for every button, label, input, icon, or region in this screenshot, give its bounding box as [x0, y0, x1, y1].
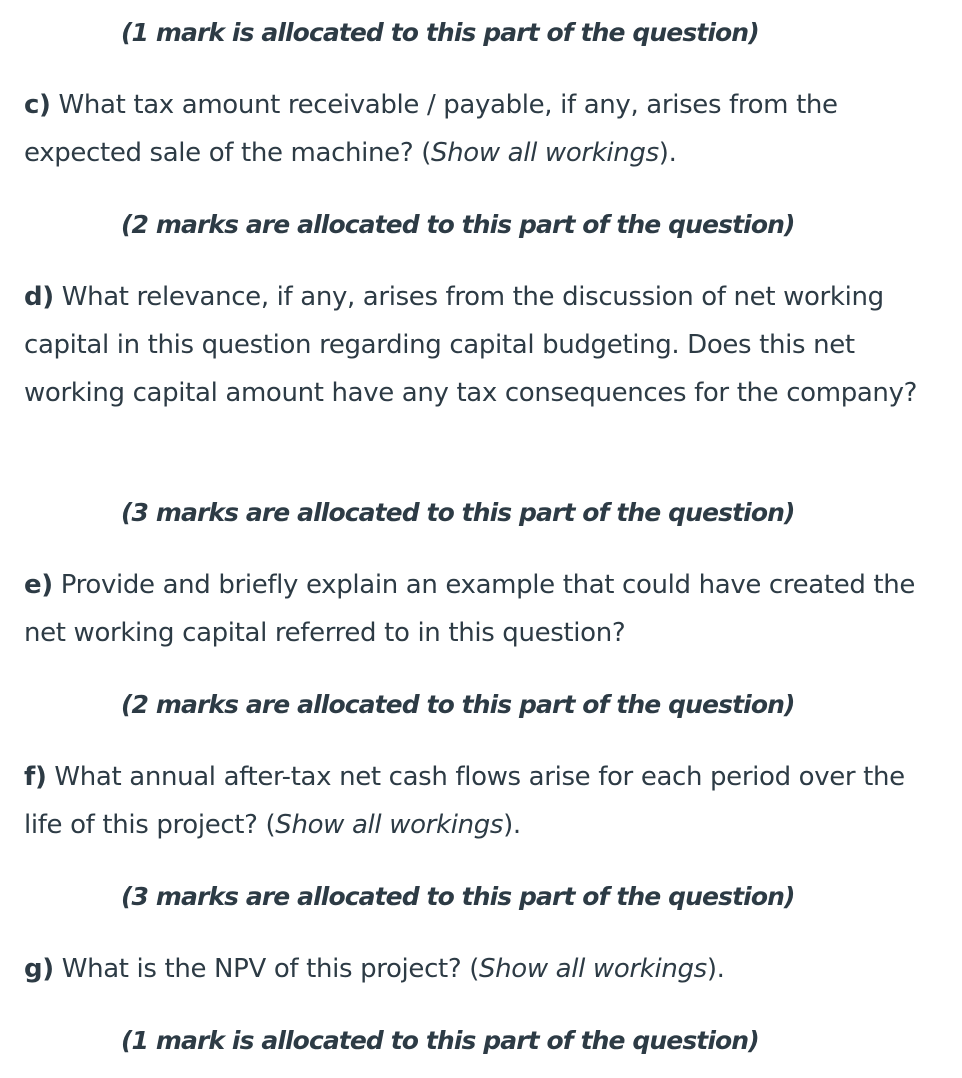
question-c-letter: c): [24, 90, 51, 120]
question-g-end: ).: [706, 954, 725, 984]
question-f-end: ).: [503, 810, 521, 840]
question-f-letter: f): [24, 762, 47, 792]
marks-allocation-f: (3 marks are allocated to this part of the question): [121, 882, 795, 911]
marks-allocation-c: (2 marks are allocated to this part of the question): [121, 210, 795, 239]
question-e: [24, 561, 944, 657]
question-g: [24, 945, 944, 993]
question-d-letter: d): [24, 282, 54, 312]
marks-allocation-e: (2 marks are allocated to this part of the question): [121, 690, 795, 719]
question-c-text: What tax amount receivable / payable, if any, arises from the expected sale of the machine? (: [24, 90, 838, 168]
question-f-note: Show all workings: [275, 810, 504, 840]
question-d: [24, 273, 944, 417]
question-c-end: ).: [658, 138, 677, 168]
marks-allocation-d: (3 marks are allocated to this part of the question): [121, 498, 795, 527]
question-e-text: Provide and briefly explain an example that could have created the net working capital referred to in this question?: [24, 570, 916, 648]
question-g-text: What is the NPV of this project? (: [53, 954, 480, 984]
question-f-text: What annual after-tax net cash flows arise for each period over the life of this project? (: [24, 762, 905, 840]
question-g-letter: g): [24, 954, 54, 984]
question-e-letter: e): [24, 570, 53, 600]
question-f: [24, 753, 944, 849]
question-d-text: What relevance, if any, arises from the discussion of net working capital in this question regarding capital budgeting. Does this net working capital amount have any tax consequences for the company?: [24, 282, 918, 408]
question-c: [24, 81, 944, 177]
question-c-note: Show all workings: [431, 138, 659, 168]
marks-allocation-g: (1 mark is allocated to this part of the question): [121, 1026, 759, 1055]
marks-allocation-b: (1 mark is allocated to this part of the question): [121, 18, 759, 47]
question-g-note: Show all workings: [479, 954, 707, 984]
